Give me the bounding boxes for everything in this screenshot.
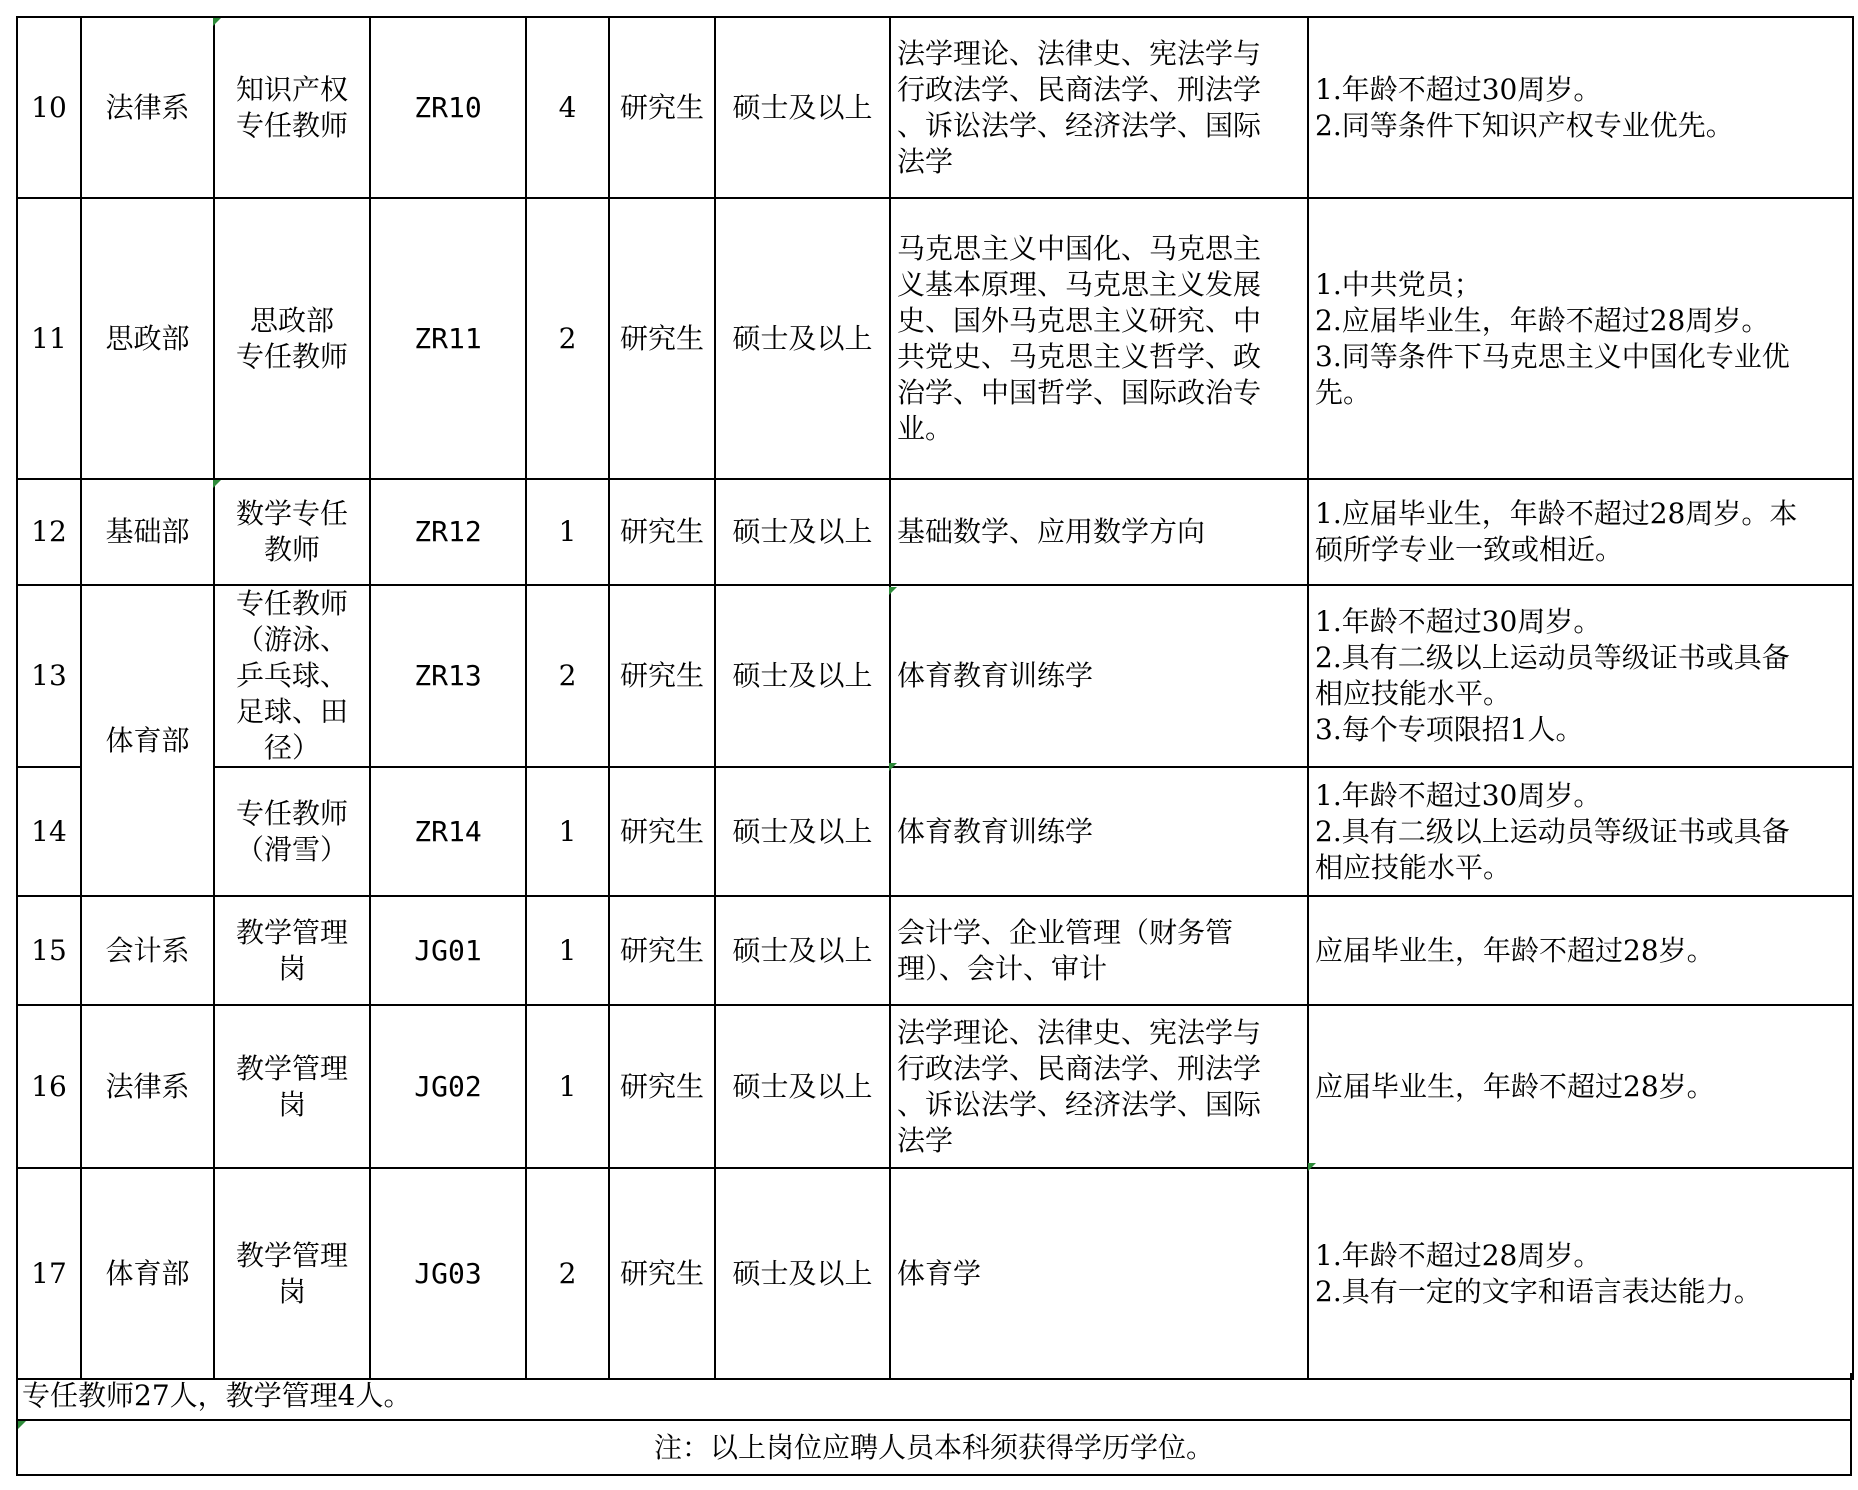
comment-marker-icon — [889, 763, 897, 771]
position-cell: 知识产权 专任教师 — [214, 17, 370, 198]
requirements-cell: 1.应届毕业生，年龄不超过28周岁。本 硕所学专业一致或相近。 — [1308, 479, 1853, 585]
table-row — [17, 479, 1853, 585]
table-row — [17, 1168, 1853, 1379]
row-number: 10 — [17, 17, 81, 198]
requirements-cell: 1.中共党员； 2.应届毕业生，年龄不超过28周岁。 3.同等条件下马克思主义中国化专业优 先。 — [1308, 198, 1853, 479]
degree-cell: 硕士及以上 — [715, 198, 890, 479]
degree-cell: 硕士及以上 — [715, 17, 890, 198]
major-cell: 法学理论、法律史、宪法学与 行政法学、民商法学、刑法学 、诉讼法学、经济法学、国际 法学 — [890, 17, 1308, 198]
education-cell: 研究生 — [609, 1168, 715, 1379]
headcount-cell: 1 — [526, 767, 609, 896]
headcount-cell: 1 — [526, 896, 609, 1005]
education-cell: 研究生 — [609, 767, 715, 896]
requirements-cell: 1.年龄不超过30周岁。 2.同等条件下知识产权专业优先。 — [1308, 17, 1853, 198]
position-cell: 数学专任 教师 — [214, 479, 370, 585]
comment-marker-icon — [889, 587, 897, 595]
row-number: 15 — [17, 896, 81, 1005]
department-cell: 基础部 — [81, 479, 214, 585]
comment-marker-icon — [213, 18, 221, 26]
headcount-cell: 1 — [526, 479, 609, 585]
education-cell: 研究生 — [609, 198, 715, 479]
comment-marker-icon — [1308, 1163, 1316, 1171]
footnote: 注：以上岗位应聘人员本科须获得学历学位。 — [16, 1419, 1852, 1476]
row-number: 16 — [17, 1005, 81, 1168]
degree-cell: 硕士及以上 — [715, 479, 890, 585]
headcount-cell: 2 — [526, 1168, 609, 1379]
major-cell: 体育学 — [890, 1168, 1308, 1379]
row-number: 13 — [17, 585, 81, 767]
position-code-cell: ZR12 — [370, 479, 526, 585]
comment-marker-icon — [213, 480, 221, 488]
major-cell: 法学理论、法律史、宪法学与 行政法学、民商法学、刑法学 、诉讼法学、经济法学、国际 法学 — [890, 1005, 1308, 1168]
table-row — [17, 198, 1853, 479]
major-cell: 体育教育训练学 — [890, 585, 1308, 767]
position-code-cell: ZR14 — [370, 767, 526, 896]
recruitment-table-sheet — [16, 16, 1854, 1380]
department-cell: 会计系 — [81, 896, 214, 1005]
table-row — [17, 1005, 1853, 1168]
headcount-cell: 4 — [526, 17, 609, 198]
position-code-cell: ZR11 — [370, 198, 526, 479]
degree-cell: 硕士及以上 — [715, 1168, 890, 1379]
department-cell: 法律系 — [81, 17, 214, 198]
position-code-cell: ZR10 — [370, 17, 526, 198]
table-row — [17, 896, 1853, 1005]
summary-text: 专任教师27人，教学管理4人。 — [16, 1373, 1852, 1419]
department-cell: 体育部 — [81, 585, 214, 896]
headcount-cell: 2 — [526, 585, 609, 767]
headcount-cell: 1 — [526, 1005, 609, 1168]
row-number: 12 — [17, 479, 81, 585]
requirements-cell: 1.年龄不超过30周岁。 2.具有二级以上运动员等级证书或具备 相应技能水平。 3.每个专项限招1人。 — [1308, 585, 1853, 767]
position-cell: 教学管理 岗 — [214, 1168, 370, 1379]
position-cell: 思政部 专任教师 — [214, 198, 370, 479]
requirements-cell: 应届毕业生，年龄不超过28岁。 — [1308, 1005, 1853, 1168]
degree-cell: 硕士及以上 — [715, 896, 890, 1005]
position-cell: 教学管理 岗 — [214, 896, 370, 1005]
major-cell: 基础数学、应用数学方向 — [890, 479, 1308, 585]
education-cell: 研究生 — [609, 1005, 715, 1168]
major-cell: 马克思主义中国化、马克思主 义基本原理、马克思主义发展 史、国外马克思主义研究、中 共党史、马克思主义哲学、政 治学、中国哲学、国际政治专 业。 — [890, 198, 1308, 479]
education-cell: 研究生 — [609, 479, 715, 585]
education-cell: 研究生 — [609, 896, 715, 1005]
requirements-cell: 应届毕业生，年龄不超过28岁。 — [1308, 896, 1853, 1005]
row-number: 11 — [17, 198, 81, 479]
table-row — [17, 585, 1853, 767]
row-number: 14 — [17, 767, 81, 896]
position-cell: 专任教师 （滑雪） — [214, 767, 370, 896]
education-cell: 研究生 — [609, 17, 715, 198]
position-code-cell: JG01 — [370, 896, 526, 1005]
table-row — [17, 767, 1853, 896]
degree-cell: 硕士及以上 — [715, 767, 890, 896]
department-cell: 思政部 — [81, 198, 214, 479]
position-code-cell: JG03 — [370, 1168, 526, 1379]
position-code-cell: JG02 — [370, 1005, 526, 1168]
row-number: 17 — [17, 1168, 81, 1379]
degree-cell: 硕士及以上 — [715, 585, 890, 767]
position-code-cell: ZR13 — [370, 585, 526, 767]
degree-cell: 硕士及以上 — [715, 1005, 890, 1168]
table-row — [17, 17, 1853, 198]
education-cell: 研究生 — [609, 585, 715, 767]
major-cell: 会计学、企业管理（财务管 理）、会计、审计 — [890, 896, 1308, 1005]
comment-marker-icon — [18, 1421, 26, 1429]
recruitment-table — [16, 16, 1854, 1380]
headcount-cell: 2 — [526, 198, 609, 479]
department-cell: 体育部 — [81, 1168, 214, 1379]
major-cell: 体育教育训练学 — [890, 767, 1308, 896]
position-cell: 专任教师 （游泳、 乒乓球、 足球、田 径） — [214, 585, 370, 767]
requirements-cell: 1.年龄不超过30周岁。 2.具有二级以上运动员等级证书或具备 相应技能水平。 — [1308, 767, 1853, 896]
department-cell: 法律系 — [81, 1005, 214, 1168]
requirements-cell: 1.年龄不超过28周岁。 2.具有一定的文字和语言表达能力。 — [1308, 1168, 1853, 1379]
position-cell: 教学管理 岗 — [214, 1005, 370, 1168]
